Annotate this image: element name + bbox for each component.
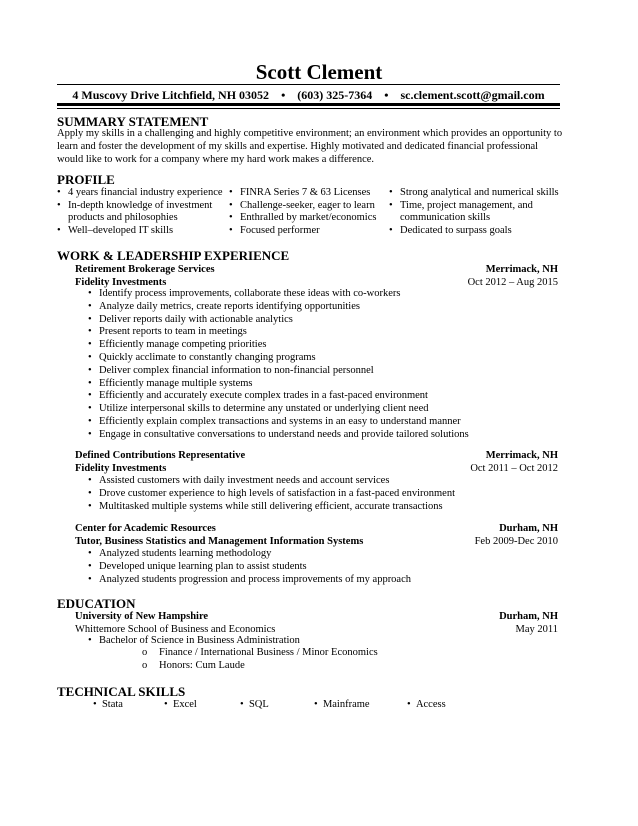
list-item: • Efficiently manage multiple systems xyxy=(88,378,469,391)
job-dates: Oct 2012 – Aug 2015 xyxy=(467,277,558,288)
list-item: • Analyze daily metrics, create reports identifying opportunities xyxy=(88,301,469,314)
list-item: • Deliver complex financial information to non-financial personnel xyxy=(88,365,469,378)
summary-line: would like to work for a company where my hard work makes a difference. xyxy=(57,154,375,165)
job-location: Merrimack, NH xyxy=(485,450,558,461)
job-bullets xyxy=(88,475,455,513)
list-item: • Utilize interpersonal skills to determine any unstated or underlying client need xyxy=(88,403,469,416)
school-location: Durham, NH xyxy=(499,611,558,622)
email: sc.clement.scott@gmail.com xyxy=(400,88,545,102)
degree-details xyxy=(142,647,378,673)
job-title: Retirement Brokerage Services xyxy=(75,264,215,275)
header-rule-bottom xyxy=(57,108,560,109)
summary-line: learn and foster the development of my skills and expertise. Highly motivated and dedicated financial professional xyxy=(57,141,539,152)
job-org: Tutor, Business Statistics and Management Information Systems xyxy=(75,536,364,547)
skill-item: • Stata xyxy=(93,699,123,710)
list-item: • Efficiently and accurately execute complex trades in a fast-paced environment xyxy=(88,390,469,403)
list-item: • Drove customer experience to high levels of satisfaction in a fast-paced environment xyxy=(88,488,455,501)
list-item: • Bachelor of Science in Business Administration xyxy=(88,635,300,648)
phone: (603) 325-7364 xyxy=(297,88,373,102)
experience-heading: WORK & LEADERSHIP EXPERIENCE xyxy=(57,248,290,263)
list-item: o Finance / International Business / Minor Economics xyxy=(142,647,378,660)
list-item: • Multitasked multiple systems while still delivering efficient, accurate transactions xyxy=(88,501,455,514)
summary-heading: SUMMARY STATEMENT xyxy=(57,114,209,129)
degree-list xyxy=(88,635,300,648)
skills-heading: TECHNICAL SKILLS xyxy=(57,684,186,699)
profile-item: • Strong analytical and numerical skills xyxy=(389,187,559,200)
list-item: • Deliver reports daily with actionable analytics xyxy=(88,314,469,327)
profile-column-3 xyxy=(389,187,559,237)
graduation-date: May 2011 xyxy=(515,624,558,635)
profile-column-2 xyxy=(229,187,376,237)
contact-separator: • xyxy=(384,88,389,102)
summary-line: Apply my skills in a challenging and highly competitive environment; an environment which provides an opportunity to xyxy=(57,128,563,139)
list-item: • Engage in consultative conversations to understand needs and provide tailored solutions xyxy=(88,429,469,442)
job-dates: Oct 2011 – Oct 2012 xyxy=(470,463,558,474)
profile-item: • FINRA Series 7 & 63 Licenses xyxy=(229,187,376,200)
profile-item: • Enthralled by market/economics xyxy=(229,212,376,225)
profile-item: • Challenge-seeker, eager to learn xyxy=(229,200,376,213)
header-rule-thick xyxy=(57,103,560,106)
school-name: University of New Hampshire xyxy=(75,611,209,622)
skill-item: • Excel xyxy=(164,699,197,710)
profile-item: • Focused performer xyxy=(229,225,376,238)
job-bullets xyxy=(88,288,469,442)
skill-item: • Mainframe xyxy=(314,699,370,710)
list-item: o Honors: Cum Laude xyxy=(142,660,378,673)
profile-item: • In-depth knowledge of investment products and philosophies xyxy=(57,200,223,225)
list-item: • Quickly acclimate to constantly changing programs xyxy=(88,352,469,365)
profile-item: • Dedicated to surpass goals xyxy=(389,225,559,238)
education-heading: EDUCATION xyxy=(57,596,136,611)
skill-item: • SQL xyxy=(240,699,269,710)
list-item: • Efficiently manage competing priorities xyxy=(88,339,469,352)
list-item: • Present reports to team in meetings xyxy=(88,326,469,339)
college-name: Whittemore School of Business and Economics xyxy=(75,624,276,635)
list-item: • Efficiently explain complex transactions and systems in an easy to understand manner xyxy=(88,416,469,429)
contact-separator: • xyxy=(281,88,286,102)
job-title: Defined Contributions Representative xyxy=(75,450,246,461)
job-location: Durham, NH xyxy=(499,523,558,534)
contact-line xyxy=(57,88,560,102)
list-item: • Analyzed students progression and process improvements of my approach xyxy=(88,574,411,587)
address: 4 Muscovy Drive Litchfield, NH 03052 xyxy=(72,88,270,102)
header-rule-top xyxy=(57,84,560,85)
candidate-name: Scott Clement xyxy=(255,60,383,84)
list-item: • Developed unique learning plan to assist students xyxy=(88,561,411,574)
profile-item: • 4 years financial industry experience xyxy=(57,187,223,200)
profile-item: • Time, project management, and communication skills xyxy=(389,200,559,225)
profile-column-1 xyxy=(57,187,223,237)
job-location: Merrimack, NH xyxy=(485,264,558,275)
profile-item: • Well–developed IT skills xyxy=(57,225,223,238)
job-title: Center for Academic Resources xyxy=(75,523,216,534)
list-item: • Assisted customers with daily investment needs and account services xyxy=(88,475,455,488)
list-item: • Analyzed students learning methodology xyxy=(88,548,411,561)
skill-item: • Access xyxy=(407,699,446,710)
job-dates: Feb 2009-Dec 2010 xyxy=(474,536,558,547)
job-bullets xyxy=(88,548,411,586)
profile-heading: PROFILE xyxy=(57,172,115,187)
list-item: • Identify process improvements, collaborate these ideas with co-workers xyxy=(88,288,469,301)
job-org: Fidelity Investments xyxy=(75,463,167,474)
job-org: Fidelity Investments xyxy=(75,277,167,288)
